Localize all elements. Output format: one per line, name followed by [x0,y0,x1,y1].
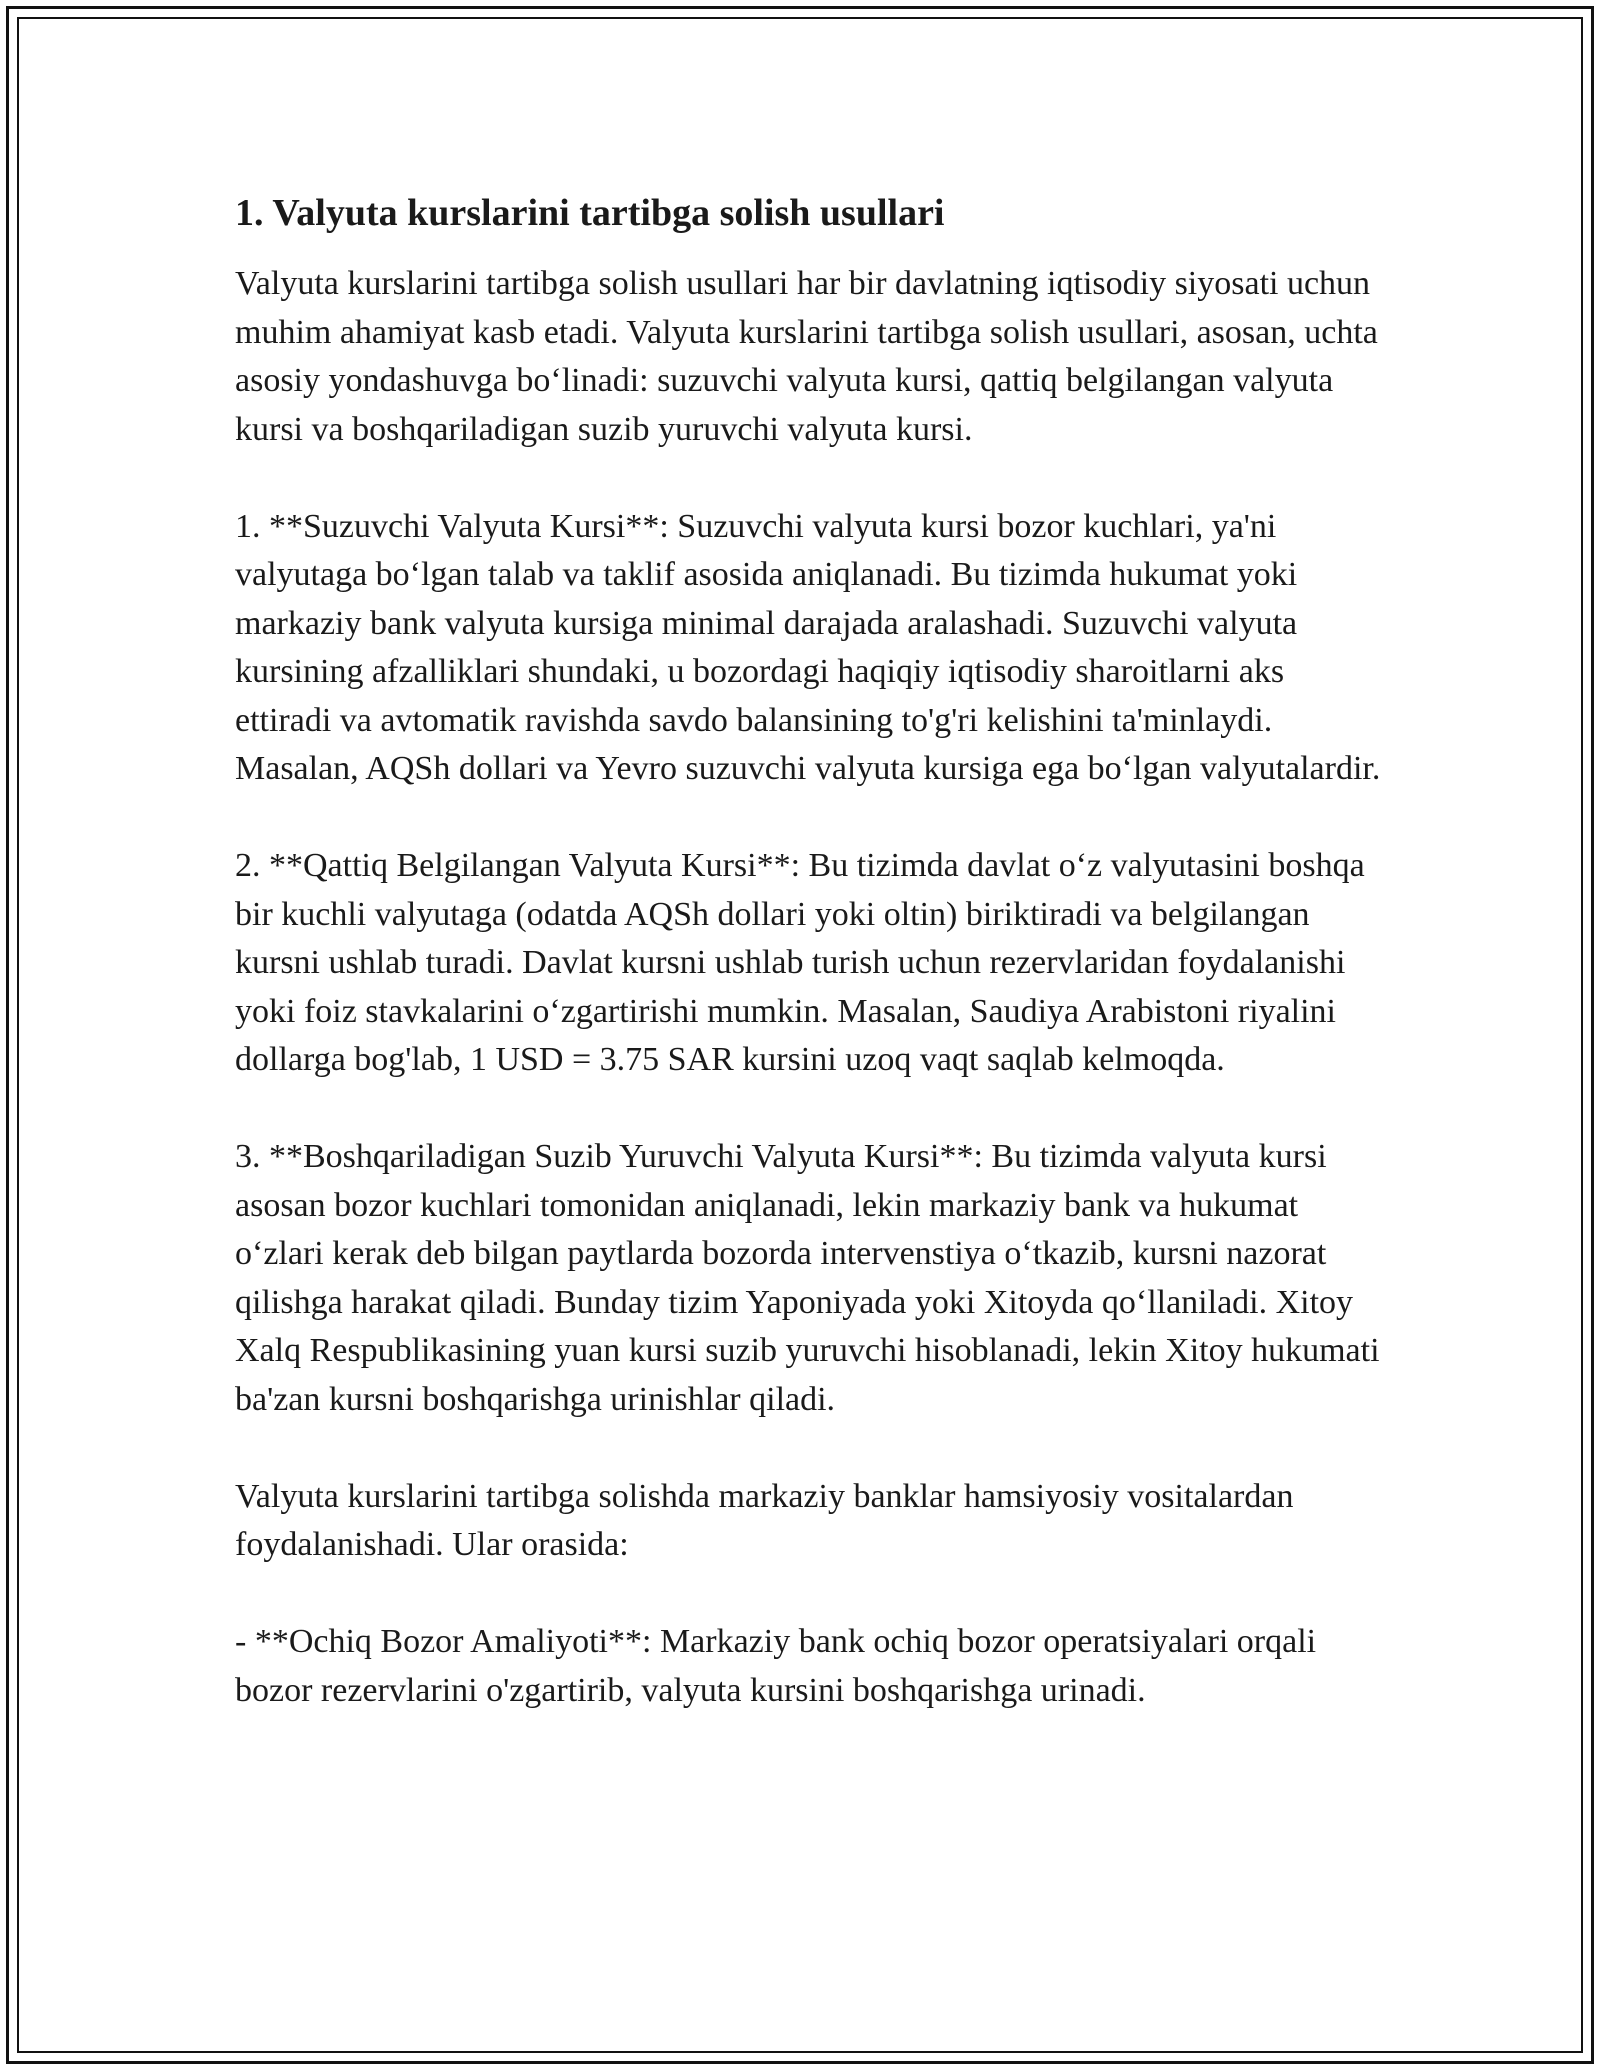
section-heading: 1. Valyuta kurslarini tartibga solish usullari [235,192,945,234]
managed-float-paragraph: 3. **Boshqariladigan Suzib Yuruvchi Valyuta Kursi**: Bu tizimda valyuta kursi asosan bozor kuchlari tomonidan aniqlanadi, lekin markaziy bank va hukumat o‘zlari kerak deb bilgan paytlarda bozorda intervenstiya o‘tkazib, kursni nazorat qilishga harakat qiladi. Bunday tizim Yaponiyada yoki Xitoyda qo‘llaniladi. Xitoy Xalq Respublikasining yuan kursi suzib yuruvchi hisoblanadi, lekin Xitoy hukumati ba'zan kursni boshqarishga urinishlar qiladi. [235,1138,1380,1418]
intro-paragraph: Valyuta kurslarini tartibga solish usullari har bir davlatning iqtisodiy siyosati uchun muhim ahamiyat kasb etadi. Valyuta kurslarini tartibga solish usullari, asosan, uchta asosiy yondashuvga bo‘linadi: suzuvchi valyuta kursi, qattiq belgilangan valyuta kursi va boshqariladigan suzib yuruvchi valyuta kursi. [235,265,1378,448]
central-bank-tools-paragraph: Valyuta kurslarini tartibga solishda markaziy banklar hamsiyosiy vositalardan foydalanishadi. Ular orasida: [235,1477,1294,1563]
fixed-rate-paragraph: 2. **Qattiq Belgilangan Valyuta Kursi**: Bu tizimda davlat o‘z valyutasini boshqa bir kuchli valyutaga (odatda AQSh dollari yoki oltin) biriktiradi va belgilangan kursni ushlab turadi. Davlat kursni ushlab turish uchun rezervlaridan foydalanishi yoki foiz stavkalarini o‘zgartirishi mumkin. Masalan, Saudiya Arabistoni riyalini dollarga bog'lab, 1 USD = 3.75 SAR kursini uzoq vaqt saqlab kelmoqda. [235,847,1365,1078]
document-body [235,186,1385,1764]
open-market-paragraph: - **Ochiq Bozor Amaliyoti**: Markaziy bank ochiq bozor operatsiyalari orqali bozor rezervlarini o'zgartirib, valyuta kursini boshqarishga urinadi. [235,1623,1317,1709]
floating-rate-paragraph: 1. **Suzuvchi Valyuta Kursi**: Suzuvchi valyuta kursi bozor kuchlari, ya'ni valyutaga bo‘lgan talab va taklif asosida aniqlanadi. Bu tizimda hukumat yoki markaziy bank valyuta kursiga minimal darajada aralashadi. Suzuvchi valyuta kursining afzalliklari shundaki, u bozordagi haqiqiy iqtisodiy sharoitlarni aks ettiradi va avtomatik ravishda savdo balansining to'g'ri kelishini ta'minlaydi. Masalan, AQSh dollari va Yevro suzuvchi valyuta kursiga ega bo‘lgan valyutalardir. [235,507,1381,787]
